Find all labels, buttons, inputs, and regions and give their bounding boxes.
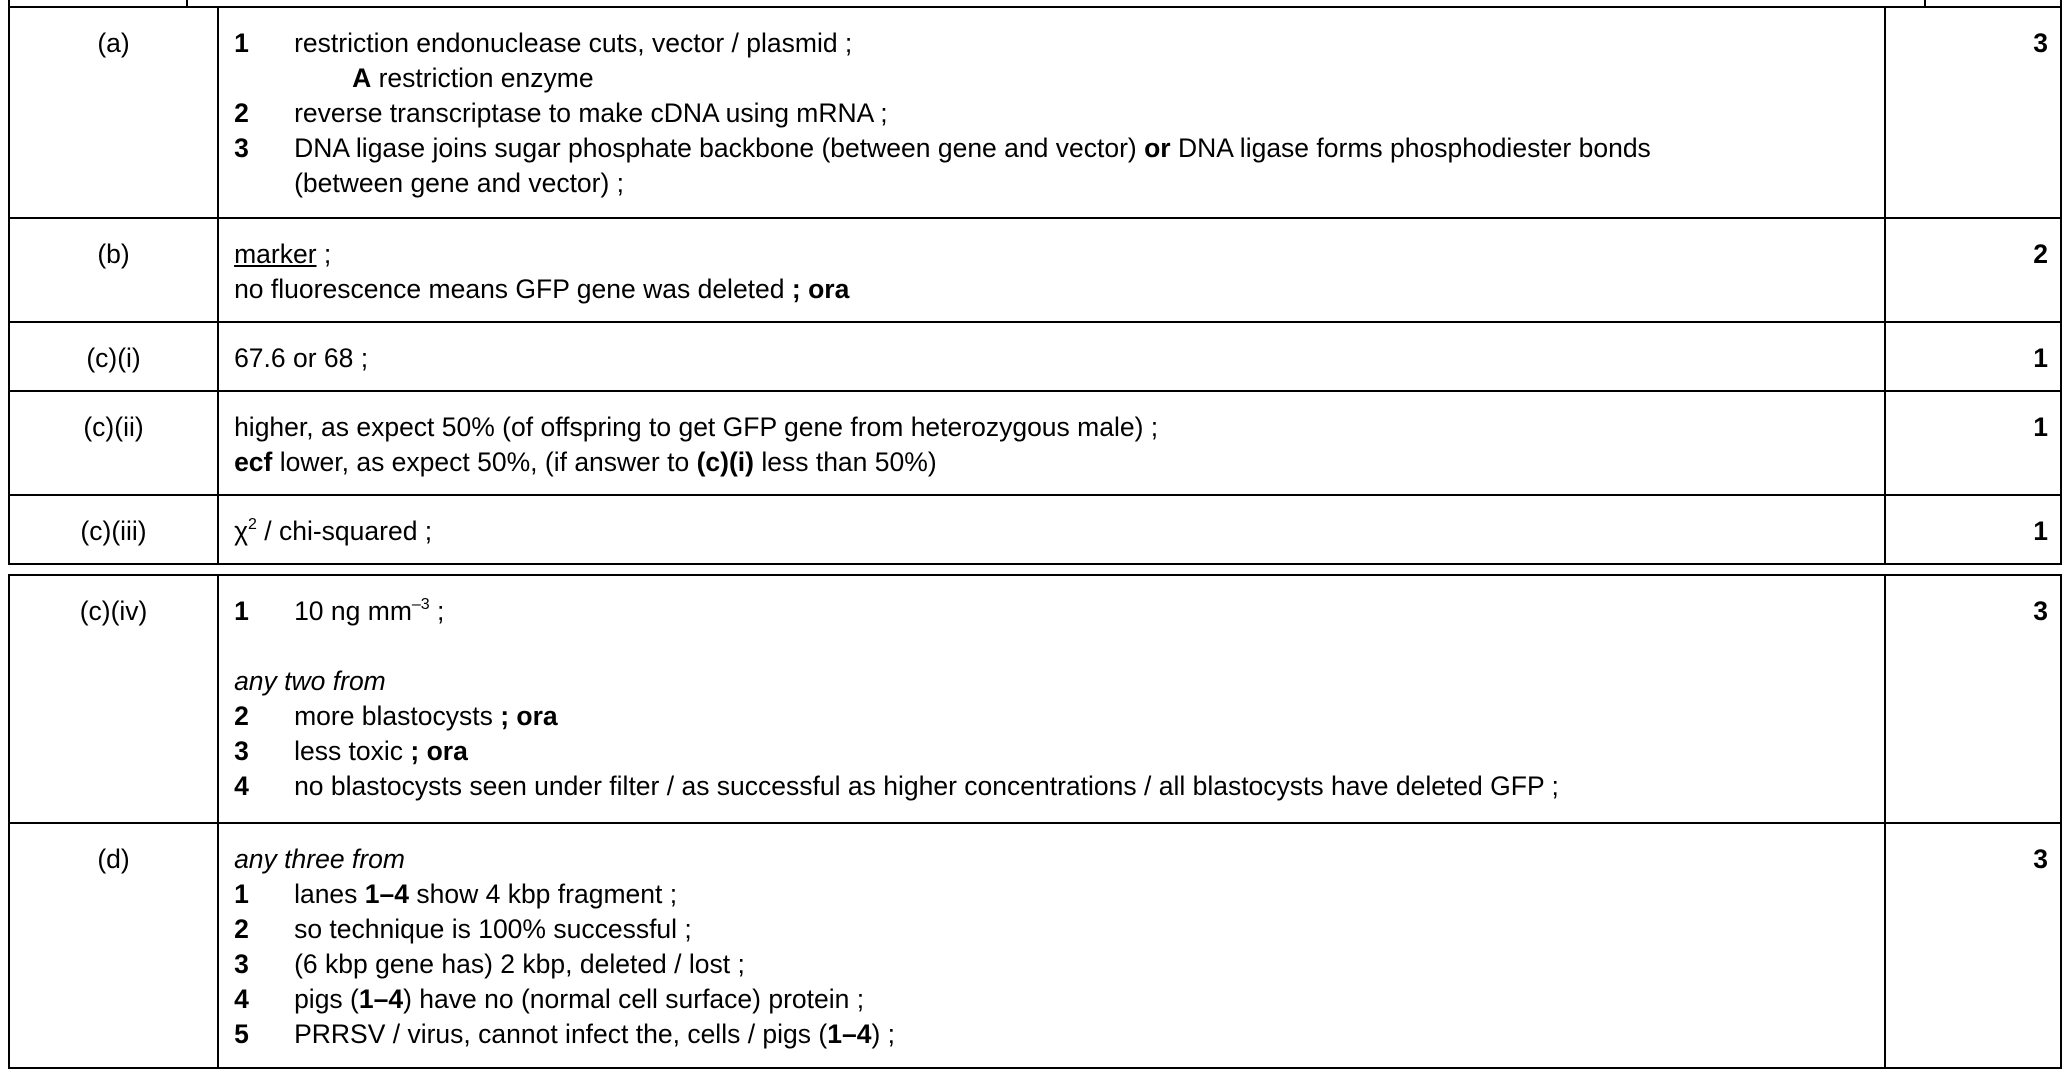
marks-value: 1 — [1885, 322, 2061, 391]
ora-marker: ; ora — [791, 274, 850, 304]
list-item — [234, 61, 1874, 96]
point-number: 1 — [234, 28, 249, 58]
point-text: ; — [429, 596, 445, 626]
mark-scheme-table-bottom — [8, 574, 2062, 1069]
question-label: (c)(iv) — [9, 575, 218, 823]
answer-text: lower, as expect 50%, (if answer to — [272, 447, 697, 477]
point-number: 1 — [234, 596, 249, 626]
list-item — [234, 947, 1874, 982]
answer-cell — [218, 391, 1885, 495]
point-text: DNA ligase forms phosphodiester bonds — [1170, 133, 1651, 163]
mark-scheme-table-top — [8, 6, 2062, 565]
marks-value: 3 — [1885, 7, 2061, 218]
marks-value: 1 — [1885, 391, 2061, 495]
question-label: (a) — [9, 7, 218, 218]
table-row — [9, 7, 2061, 218]
point-number: 1 — [234, 879, 249, 909]
ecf-marker: ecf — [234, 447, 273, 477]
answer-cell — [218, 575, 1885, 823]
question-label: (d) — [9, 823, 218, 1068]
list-item — [234, 982, 1874, 1017]
point-number: 4 — [234, 771, 249, 801]
point-number: 4 — [234, 984, 249, 1014]
answer-text: less than 50%) — [753, 447, 937, 477]
point-text: (6 kbp gene has) 2 kbp, deleted / lost ; — [294, 949, 745, 979]
marks-value: 3 — [1885, 575, 2061, 823]
answer-cell — [218, 7, 1885, 218]
list-item — [234, 594, 1874, 629]
question-reference: (c)(i) — [696, 447, 754, 477]
table-row — [9, 218, 2061, 322]
table-row — [9, 495, 2061, 564]
list-item — [234, 734, 1874, 769]
answer-cell — [218, 495, 1885, 564]
point-number: 5 — [234, 1019, 249, 1049]
point-text: PRRSV / virus, cannot infect the, cells / pigs ( — [294, 1019, 828, 1049]
answer-text: ; — [316, 239, 332, 269]
point-text: more blastocysts — [294, 701, 501, 731]
point-number: 3 — [234, 736, 249, 766]
point-text: 10 ng mm — [294, 596, 412, 626]
point-text: lanes — [294, 879, 365, 909]
list-item — [234, 769, 1874, 804]
list-item — [234, 131, 1874, 201]
superscript: 2 — [247, 516, 257, 533]
answer-text: / chi-squared ; — [256, 516, 433, 546]
or-keyword: or — [1144, 133, 1171, 163]
answer-cell — [218, 823, 1885, 1068]
point-number: 2 — [234, 914, 249, 944]
pig-reference: 1–4 — [364, 879, 409, 909]
pig-reference: 1–4 — [827, 1019, 872, 1049]
point-text: restriction endonuclease cuts, vector / plasmid ; — [294, 28, 853, 58]
list-item — [234, 912, 1874, 947]
marks-value: 1 — [1885, 495, 2061, 564]
point-text: ) have no (normal cell surface) protein ; — [403, 984, 865, 1014]
point-text: reverse transcriptase to make cDNA using mRNA ; — [294, 98, 888, 128]
point-text: (between gene and vector) ; — [294, 168, 625, 198]
question-label: (c)(iii) — [9, 495, 218, 564]
key-term: marker — [234, 239, 317, 269]
question-label: (c)(ii) — [9, 391, 218, 495]
table-row — [9, 823, 2061, 1068]
question-label: (c)(i) — [9, 322, 218, 391]
point-number: 3 — [234, 133, 249, 163]
accept-marker: A — [352, 63, 372, 93]
list-intro: any two from — [234, 666, 386, 696]
list-item — [234, 877, 1874, 912]
point-text: show 4 kbp fragment ; — [409, 879, 678, 909]
ora-marker: ; ora — [500, 701, 558, 731]
point-text: ) ; — [871, 1019, 896, 1049]
point-text: no blastocysts seen under filter / as successful as higher concentrations / all blastocysts have deleted GFP ; — [294, 771, 1559, 801]
point-text: so technique is 100% successful ; — [294, 914, 692, 944]
marks-value: 3 — [1885, 823, 2061, 1068]
table-row — [9, 322, 2061, 391]
pig-reference: 1–4 — [358, 984, 404, 1014]
point-number: 2 — [234, 701, 249, 731]
answer-text: higher, as expect 50% (of offspring to get GFP gene from heterozygous male) ; — [234, 412, 1159, 442]
point-text: restriction enzyme — [371, 63, 594, 93]
table-row — [9, 575, 2061, 823]
list-intro: any three from — [234, 844, 405, 874]
chi-symbol: χ — [234, 516, 248, 546]
point-text: DNA ligase joins sugar phosphate backbone (between gene and vector) — [294, 133, 1145, 163]
point-number: 3 — [234, 949, 249, 979]
point-number: 2 — [234, 98, 249, 128]
marks-value: 2 — [1885, 218, 2061, 322]
point-text: pigs ( — [294, 984, 359, 1014]
point-text: less toxic — [294, 736, 411, 766]
answer-text: no fluorescence means GFP gene was deleted — [234, 274, 792, 304]
answer-text: 67.6 or 68 ; — [234, 343, 369, 373]
list-item — [234, 96, 1874, 131]
question-label: (b) — [9, 218, 218, 322]
ora-marker: ; ora — [410, 736, 468, 766]
answer-cell — [218, 322, 1885, 391]
superscript: –3 — [411, 596, 430, 613]
table-row — [9, 391, 2061, 495]
list-item — [234, 699, 1874, 734]
list-item — [234, 1017, 1874, 1052]
list-item — [234, 26, 1874, 61]
answer-cell — [218, 218, 1885, 322]
